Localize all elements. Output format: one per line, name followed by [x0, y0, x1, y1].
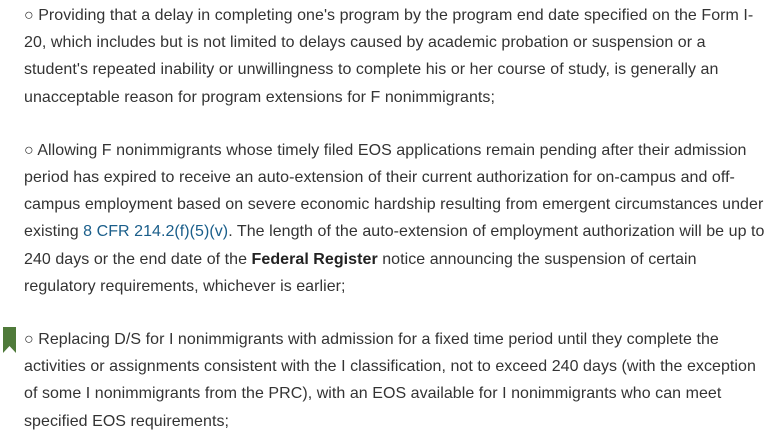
paragraph-text-middle: . The length of the auto-extension of employment authorization will be up to 240 days or the end date of the	[24, 223, 765, 268]
paragraph-form-i20-delay	[24, 2, 769, 111]
bookmark-icon[interactable]	[3, 327, 16, 353]
paragraph-text-start: ○ Allowing F nonimmigrants whose timely filed EOS applications remain pending after their admission period has expired to receive an auto-extension of their current authorization for on-campus and off-campus employment based on severe economic hardship resulting from emergent circumstances under existing	[24, 141, 764, 241]
federal-register-bold: Federal Register	[251, 250, 378, 268]
paragraph-text-end: notice announcing the suspension of certain regulatory requirements, whichever is earlier;	[24, 250, 697, 295]
cfr-citation-link[interactable]: 8 CFR 214.2(f)(5)(v)	[83, 223, 229, 241]
paragraph-f-nonimmigrant-employment	[24, 137, 769, 300]
document-body	[24, 2, 769, 435]
paragraph-text: ○ Replacing D/S for I nonimmigrants with admission for a fixed time period until they complete the activities or assignments consistent with the I classification, not to exceed 240 days (with the exception of some I nonimmigrants from the PRC), with an EOS available for I nonimmigrants who can meet specified EOS requirements;	[24, 331, 756, 430]
paragraph-text: ○ Providing that a delay in completing one's program by the program end date specified on the Form I-20, which includes but is not limited to delays caused by academic probation or suspension or a student's repeated inability or unwillingness to complete his or her course of study, is generally an unacceptable reason for program extensions for F nonimmigrants;	[24, 7, 754, 106]
paragraph-i-nonimmigrant-ds	[24, 326, 769, 435]
